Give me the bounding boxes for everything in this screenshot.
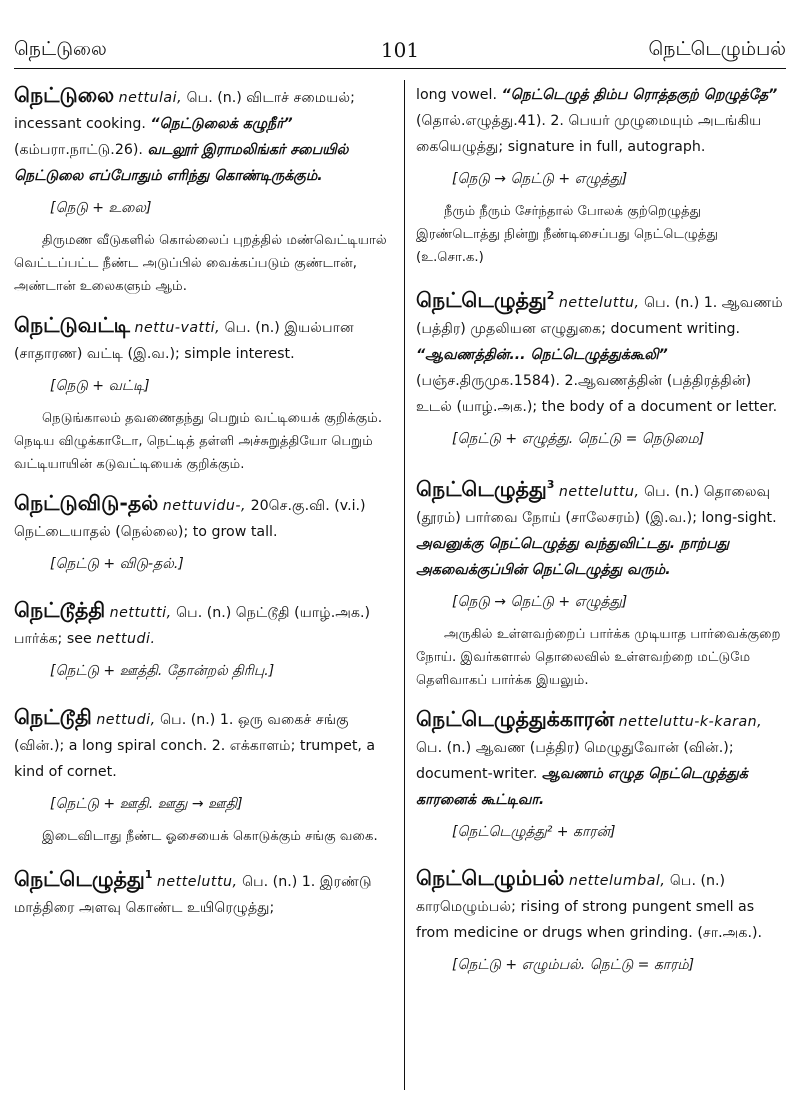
definition: பெ. (n.) இயல்பான (சாதாரண) வட்டி (இ.வ.); simple interest. [14, 320, 354, 362]
dictionary-entry [416, 283, 788, 420]
etymology: [நெடு + வட்டி] [50, 378, 150, 394]
etymology: [நெட்டெழுத்து² + காரன்] [452, 823, 616, 840]
usage-example: அவனுக்கு நெட்டெழுத்து வந்துவிட்டது. நாற்பது அகவைக்குப்பின் நெட்டெழுத்து வரும். [416, 535, 730, 578]
transliteration: nettelumbal, [568, 872, 666, 889]
explanatory-note: நீரும் நீரும் சேர்ந்தால் போலக் குற்றெழுத்து இரண்டொத்து நின்று நீண்டிசைப்பது நெட்டெழுத்து (உ.சொ.க.) [416, 204, 719, 265]
definition: பெ. (n.) ஆவண (பத்திர) மெழுதுவோன் (வின்.); document-writer. [416, 739, 734, 782]
page-header [14, 38, 786, 64]
dictionary-entry [14, 490, 392, 545]
definition: long vowel. [416, 87, 502, 103]
headword: நெட்டூத்தி [14, 598, 106, 622]
etymology: [நெட்டு + விடு-தல்.] [50, 556, 184, 572]
citation-source: (தொல்.எழுத்து.41). 2. பெயர் முழுமையும் அடங்கிய கையெழுத்து; signature in full, autograph. [416, 113, 762, 155]
etymology: [நெடு → நெட்டு + எழுத்து] [452, 171, 628, 187]
left-column [14, 82, 392, 927]
headword: நெட்டெழுத்து$^1$ [14, 866, 153, 891]
citation-quote: “ஆவணத்தின்... நெட்டெழுத்துக்கூலி” [416, 346, 668, 363]
definition: பெ. (n.) 1. ஒரு வகைச் சங்கு (வின்.); a long spiral conch. 2. எக்காளம்; trumpet, a kind of cornet. [14, 712, 376, 780]
transliteration: nettulai, [118, 90, 183, 106]
headword: நெட்டெழுத்து$^3$ [416, 476, 555, 501]
definition: பெ. (n.) 1. இரண்டு மாத்திரை அளவு கொண்ட உயிரெழுத்து; [14, 873, 372, 916]
etymology: [நெட்டு + ஊத்தி. தோன்றல் திரிபு.] [50, 663, 275, 679]
citation-quote: “நெட்டெழுத் திம்ப ரொத்தகுற் றெழுத்தே” [501, 87, 778, 103]
transliteration: nettutti, [109, 605, 172, 621]
citation-quote: “நெட்டுலைக் கழுநீர்” [150, 116, 293, 132]
definition: பெ. (n.) 1. ஆவணம் (பத்திர) முதலியன எழுதுகை; document writing. [416, 294, 783, 337]
headword: நெட்டுவட்டி [14, 313, 130, 337]
transliteration: nettu-vatti, [134, 320, 221, 336]
column-divider [404, 80, 405, 1090]
headword: நெட்டெழும்பல் [416, 865, 565, 890]
transliteration: netteluttu, [558, 483, 640, 500]
header-guide-word-left: நெட்டுலை [14, 38, 107, 60]
headword: நெட்டூதி [14, 705, 92, 729]
dictionary-entry [14, 704, 392, 785]
dictionary-entry-continued [416, 82, 788, 160]
page-number: 101 [380, 38, 420, 62]
etymology: [நெட்டு + எழுத்து. நெட்டு = நெடுமை] [452, 430, 705, 447]
right-column [416, 82, 788, 986]
usage-example: ஆவணம் எழுத நெட்டெழுத்துக் காரனைக் கூட்டிவா. [416, 765, 748, 808]
dictionary-entry [416, 706, 788, 813]
definition: பெ. (n.) விடாச் சமையல்; incessant cooking. [14, 90, 355, 132]
etymology: [நெட்டு + ஊதி. ஊது → ஊதி] [50, 796, 243, 812]
transliteration: nettuvidu-, [162, 498, 247, 514]
etymology: [நெடு → நெட்டு + எழுத்து] [452, 593, 628, 610]
headword: நெட்டெழுத்துக்காரன் [416, 706, 615, 731]
usage-example: வடலூர் இராமலிங்கர் சபையில் நெட்டுலை எப்போதும் எரிந்து கொண்டிருக்கும். [14, 142, 349, 184]
homonym-number: 3 [546, 477, 555, 491]
dictionary-entry [14, 862, 392, 921]
explanatory-note: திருமண வீடுகளில் கொல்லைப் புறத்தில் மண்வெட்டியால் வெட்டப்பட்ட நீண்ட அடுப்பில் வைக்கப்படும் குண்டான், அண்டான் உலைகளும் ஆம். [14, 233, 387, 294]
explanatory-note: இடைவிடாது நீண்ட ஓசையைக் கொடுக்கும் சங்கு வகை. [42, 829, 378, 844]
transliteration: netteluttu, [558, 294, 640, 311]
header-rule [14, 68, 786, 69]
etymology: [நெடு + உலை] [50, 200, 152, 216]
homonym-number: 1 [144, 868, 153, 881]
dictionary-entry [416, 865, 788, 946]
definition: 20செ.கு.வி. (v.i.) நெட்டையாதல் (நெல்லை); to grow tall. [14, 498, 366, 540]
dictionary-entry [14, 597, 392, 652]
citation-source: (பஞ்ச.திருமுக.1584). 2.ஆவணத்தின் (பத்திரத்தின்) உடல் (யாழ்.அக.); the body of a document or letter. [416, 372, 778, 415]
headword: நெட்டுலை [14, 83, 115, 107]
headword: நெட்டெழுத்து$^2$ [416, 287, 555, 312]
transliteration: nettudi, [96, 712, 156, 728]
headword: நெட்டுவிடு-தல் [14, 491, 159, 515]
transliteration: netteluttu-k-karan, [618, 713, 763, 730]
dictionary-entry [14, 82, 392, 189]
explanatory-note: நெடுங்காலம் தவணைதந்து பெறும் வட்டியைக் குறிக்கும். நெடிய விழுக்காடோ, நெட்டித் தள்ளி அச்சுறுத்தியோ பெறும் வட்டியாயின் கடுவட்டியைக் குறிக்கும். [14, 411, 383, 472]
dictionary-entry [416, 472, 788, 583]
dictionary-entry [14, 312, 392, 367]
cross-reference: nettudi. [96, 631, 156, 647]
etymology: [நெட்டு + எழும்பல். நெட்டு = காரம்] [452, 956, 695, 973]
definition: பெ. (n.) நெட்டூதி (யாழ்.அக.) பார்க்க; see [14, 605, 371, 647]
header-guide-word-right: நெட்டெழும்பல் [648, 38, 786, 60]
explanatory-note: அருகில் உள்ளவற்றைப் பார்க்க முடியாத பார்வைக்குறை நோய். இவர்களால் தொலைவில் உள்ளவற்றை மட்டுமே தெளிவாகப் பார்க்க இயலும். [416, 626, 781, 688]
citation-source: (கம்பரா.நாட்டு.26). [14, 142, 148, 158]
definition: பெ. (n.) தொலைவு (தூரம்) பார்வை நோய் (சாலேசரம்) (இ.வ.); long-sight. [416, 483, 777, 526]
definition: பெ. (n.) காரமெழும்பல்; rising of strong pungent smell as from medicine or drugs when grinding. (சா.அக.). [416, 872, 763, 941]
transliteration: netteluttu, [156, 873, 238, 890]
homonym-number: 2 [546, 289, 555, 302]
